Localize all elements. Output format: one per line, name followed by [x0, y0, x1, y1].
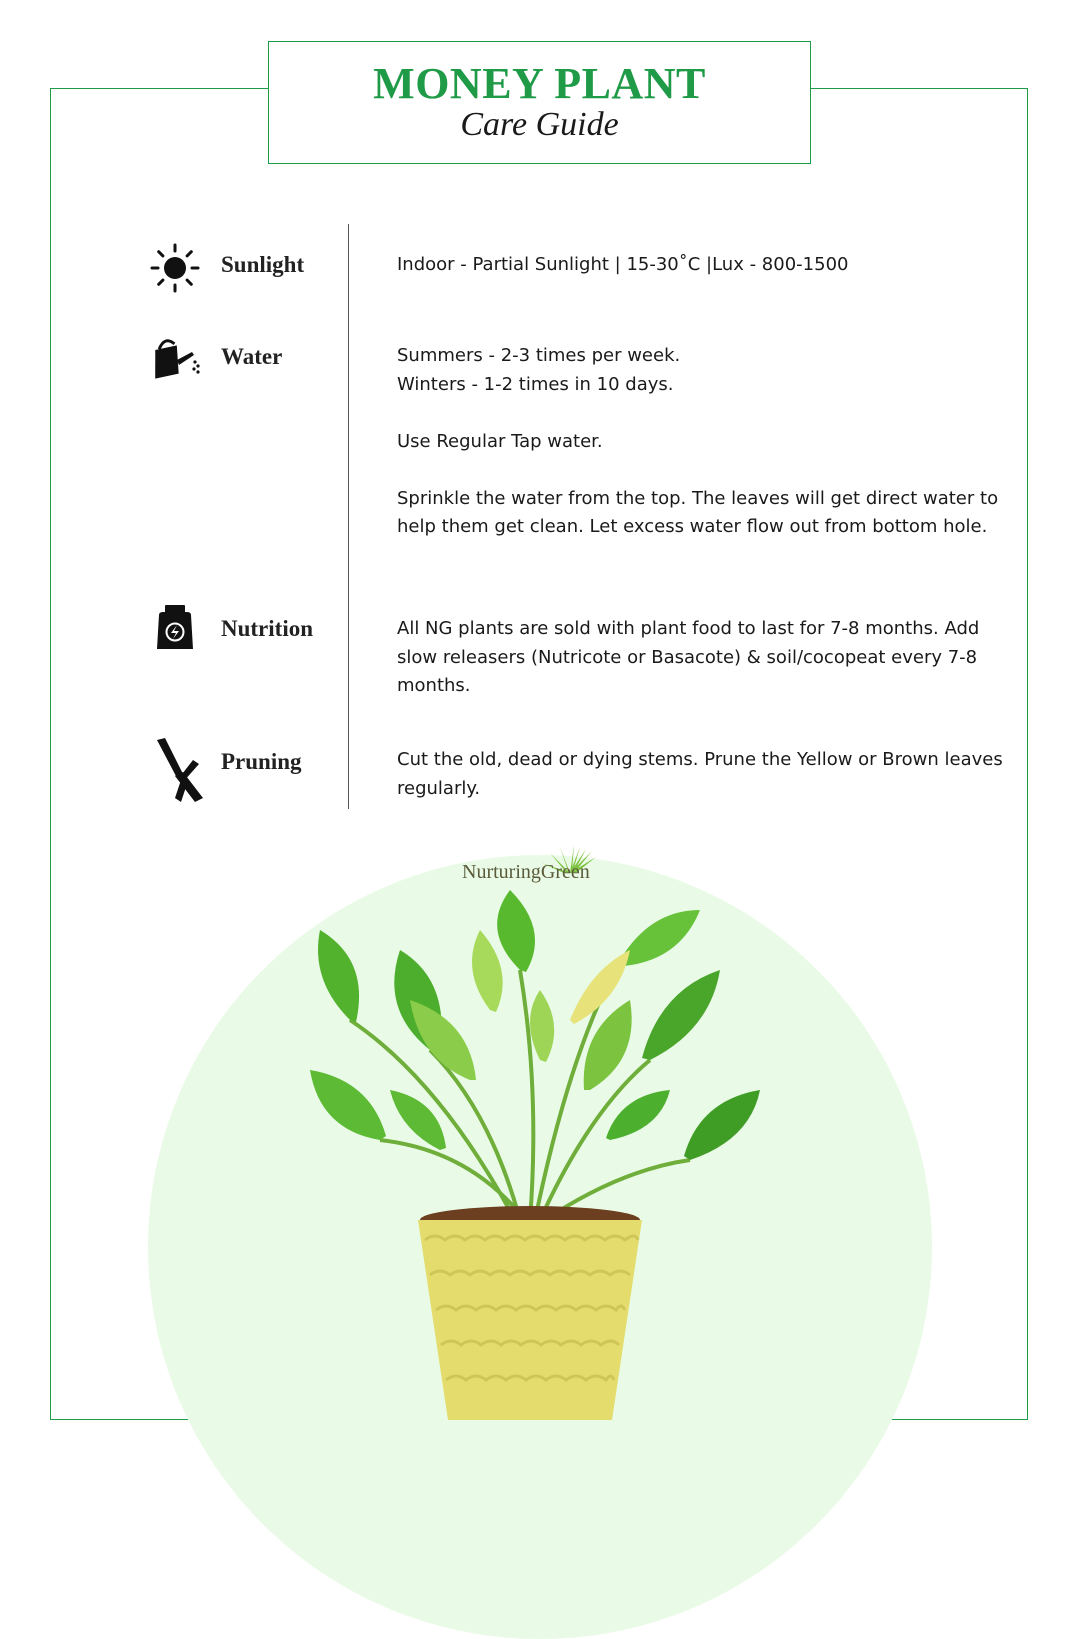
money-plant-image	[290, 890, 770, 1420]
sunlight-text	[397, 251, 1007, 280]
pruning-paragraph: Cut the old, dead or dying stems. Prune the Yellow or Brown leaves regularly.	[397, 749, 1003, 799]
title-box	[268, 41, 811, 164]
water-paragraph-schedule: Summers - 2-3 times per week. Winters - 1-2 times in 10 days.	[397, 345, 681, 395]
pruning-label: Pruning	[221, 749, 302, 774]
watering-can-icon	[150, 338, 200, 388]
nutrition-paragraph: All NG plants are sold with plant food to last for 7-8 months. Add slow releasers (Nutricote or Basacote) & soil/cocopeat every 7-8 months.	[397, 618, 980, 696]
pruning-text	[397, 746, 1007, 803]
pruning-shears-icon	[153, 738, 203, 788]
sun-icon	[150, 243, 200, 293]
brand-name: NurturingGreen	[462, 861, 590, 883]
water-text	[397, 342, 1007, 542]
sunlight-paragraph: Indoor - Partial Sunlight | 15-30˚C |Lux - 800-1500	[397, 254, 849, 275]
sunlight-label: Sunlight	[221, 252, 305, 277]
page-subtitle: Care Guide	[460, 106, 619, 143]
brand-logo	[460, 845, 640, 895]
nutrition-label: Nutrition	[221, 616, 313, 641]
fertilizer-bottle-icon	[155, 605, 205, 655]
nutrition-text	[397, 615, 1007, 701]
water-label: Water	[221, 344, 283, 369]
water-paragraph-type: Use Regular Tap water.	[397, 430, 603, 452]
column-divider	[348, 224, 349, 809]
page-title: MONEY PLANT	[373, 59, 706, 108]
water-paragraph-method: Sprinkle the water from the top. The leaves will get direct water to help them get clean. Let excess water flow out from bottom hole.	[397, 487, 999, 537]
